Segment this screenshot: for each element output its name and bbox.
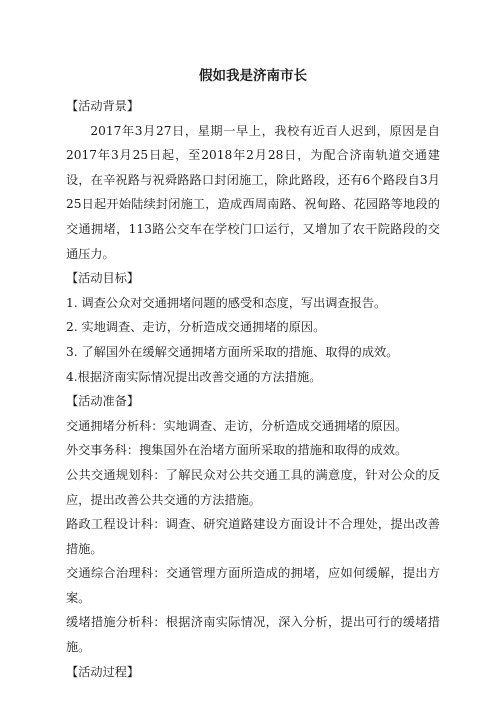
- prep-item-public-transport: 公共交通规划科：了解民众对公共交通工具的满意度，针对公众的反应，提出改善公共交通的方法措施。: [66, 467, 440, 507]
- section-heading-preparation: 【活动准备】: [66, 394, 140, 409]
- document-title: 假如我是济南市长: [199, 68, 307, 84]
- goal-item-1: 1. 调查公众对交通拥堵问题的感受和态度，写出调查报告。: [66, 295, 387, 310]
- section-heading-goals: 【活动目标】: [66, 271, 140, 286]
- goal-item-4: 4.根据济南实际情况提出改善交通的方法措施。: [66, 369, 322, 384]
- section-heading-background: 【活动背景】: [66, 99, 140, 113]
- goal-item-2: 2. 实地调查、走访，分析造成交通拥堵的原因。: [66, 320, 326, 335]
- prep-item-measure-analysis: 缓堵措施分析科：根据济南实际情况，深入分析，提出可行的缓堵措施。: [66, 615, 440, 655]
- background-paragraph: 2017年3月27日，星期一早上，我校有近百人迟到，原因是自2017年3月25日起，至2018年2月28日，为配合济南轨道交通建设，在辛祝路与祝舜路路口封闭施工，除此路段，还有6个路段自3月25日起开始陆续封闭施工，造成西周南路、祝甸路、花园路等地段的交通拥堵，113路公交车在学校门口运行，又增加了农干院路段的交通压力。: [66, 123, 440, 261]
- prep-item-road-engineering: 路政工程设计科：调查、研究道路建设方面设计不合理处，提出改善措施。: [66, 517, 440, 556]
- prep-item-foreign-affairs: 外交事务科：搜集国外在治堵方面所采取的措施和取得的成效。: [66, 443, 408, 458]
- goal-item-3: 3. 了解国外在缓解交通拥堵方面所采取的措施、取得的成效。: [66, 344, 399, 359]
- prep-item-traffic-analysis: 交通拥堵分析科：实地调查、走访，分析造成交通拥堵的原因。: [66, 418, 408, 433]
- prep-item-traffic-management: 交通综合治理科：交通管理方面所造成的拥堵，应如何缓解，提出方案。: [66, 566, 440, 605]
- section-heading-process: 【活动过程】: [66, 664, 140, 679]
